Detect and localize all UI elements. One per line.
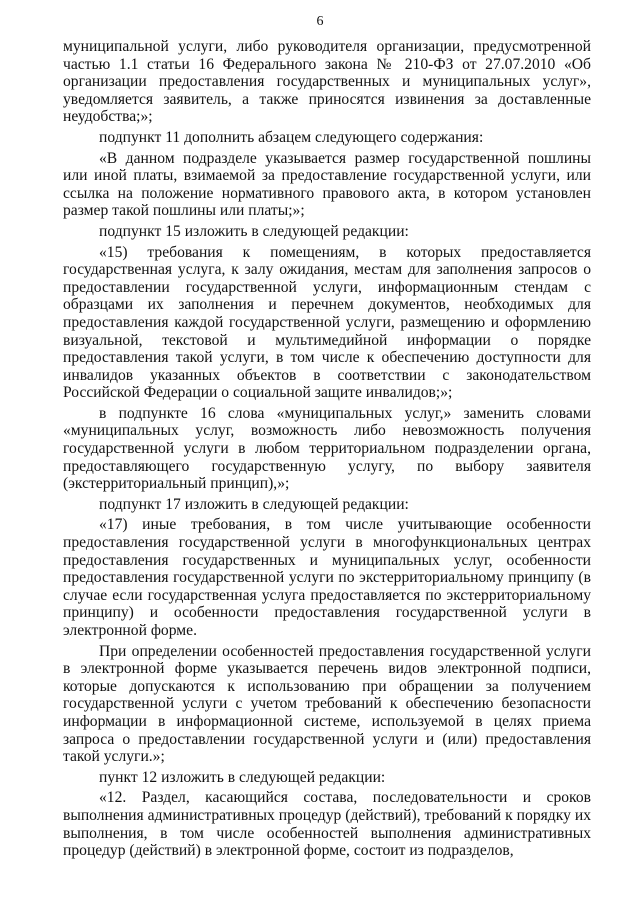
page-number: 6: [316, 14, 324, 29]
paragraph-2: подпункт 11 дополнить абзацем следующего содержания:: [99, 128, 484, 146]
document-body: [63, 38, 591, 863]
paragraph-4: подпункт 15 изложить в следующей редакции:: [99, 222, 409, 240]
paragraph-5: «15) требования к помещениям, в которых предоставляется государственная услуга, к залу ожидания, местам для заполнения запросов о предоставлении государственной услуги, информационным стендам с образцами их заполнения и перечнем документов, необходимых для предоставления каждой государственной услуги, размещению и оформлению визуальной, текстовой и мультимедийной информации о порядке предоставления такой услуги, в том числе к обеспечению доступности для инвалидов указанных объектов в соответствии с законодательством Российской Федерации о социальной защите инвалидов;»;: [63, 243, 591, 402]
paragraph-10: пункт 12 изложить в следующей редакции:: [99, 768, 386, 786]
paragraph-9: При определении особенностей предоставления государственной услуги в электронной форме указывается перечень видов электронной подписи, которые допускаются к использованию при обращении за получением государственной услуги с учетом требований к обеспечению безопасности информации в информационной системе, используемой в целях приема запроса о предоставлении государственной услуги и (или) предоставления такой услуги.»;: [63, 642, 591, 766]
paragraph-8: «17) иные требования, в том числе учитывающие особенности предоставления государственной услуги в многофункциональных центрах предоставления государственных и муниципальных услуг, особенности предоставления государственной услуги по экстерриториальному принципу (в случае если государственная услуга предоставляется по экстерриториальному принципу) и особенности предоставления государственной услуги в электронной форме.: [63, 516, 591, 639]
paragraph-3: «В данном подразделе указывается размер государственной пошлины или иной платы, взимаемой за предоставление государственной услуги, или ссылка на положение нормативного правового акта, в котором установлен размер такой пошлины или платы;»;: [63, 149, 591, 220]
paragraph-6: в подпункте 16 слова «муниципальных услуг,» заменить словами «муниципальных услуг, возможность либо невозможность получения государственной услуги в любом территориальном подразделении органа, предоставляющего государственную услугу, по выбору заявителя (экстерриториальный принцип),»;: [63, 404, 591, 493]
paragraph-11: «12. Раздел, касающийся состава, последовательности и сроков выполнения административных процедур (действий), требований к порядку их выполнения, в том числе особенностей выполнения административных процедур (действий) в электронной форме, состоит из подразделов,: [63, 789, 591, 860]
paragraph-7: подпункт 17 изложить в следующей редакции:: [99, 495, 409, 513]
paragraph-1: муниципальной услуги, либо руководителя организации, предусмотренной частью 1.1 статьи 16 Федерального закона № 210-ФЗ от 27.07.2010 «Об организации предоставления государственных и муниципальных услуг», уведомляется заявитель, а также приносятся извинения за доставленные неудобства;»;: [63, 38, 591, 126]
